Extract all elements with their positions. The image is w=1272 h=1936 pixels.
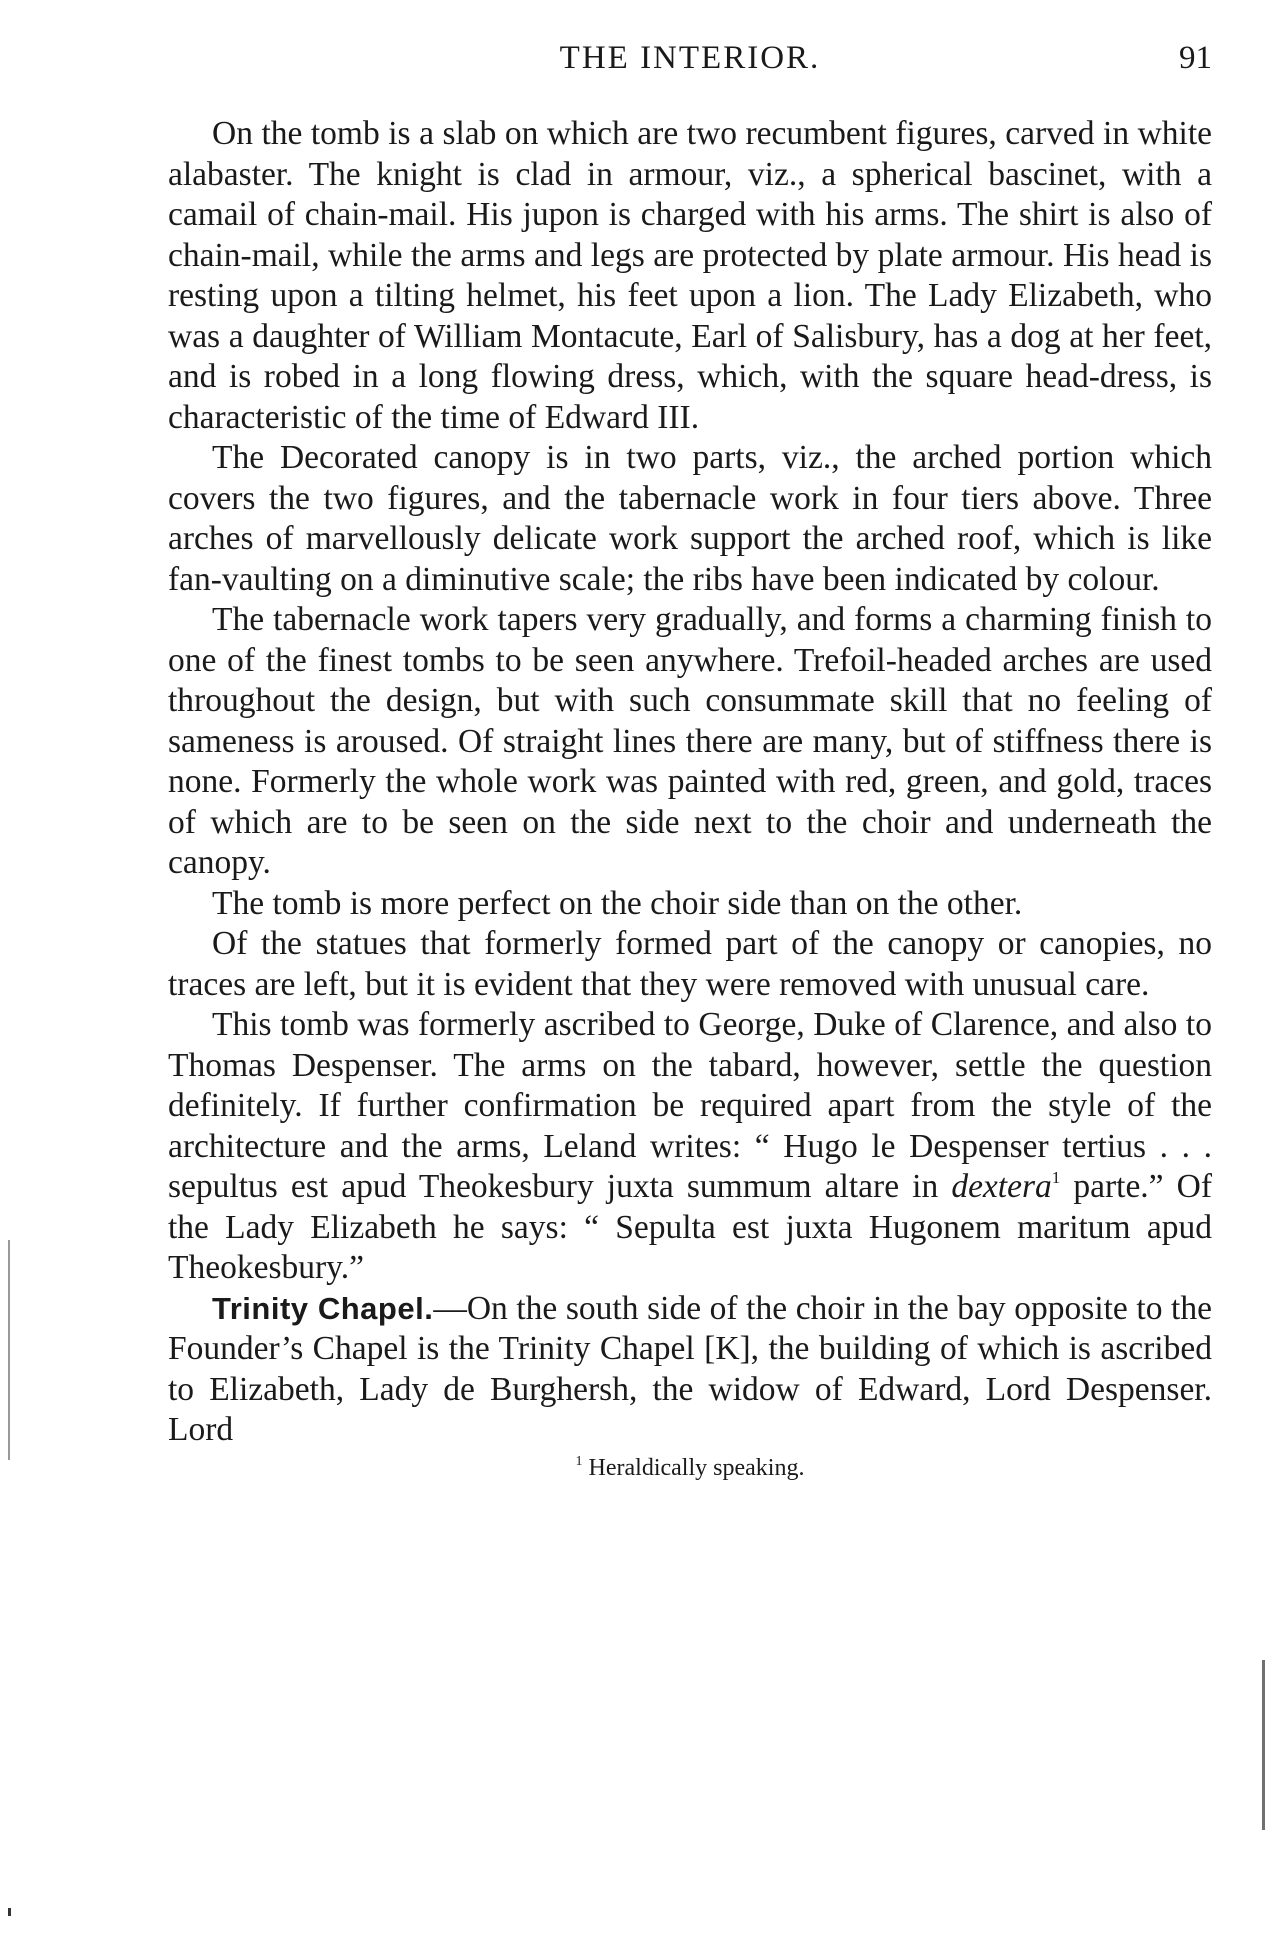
- running-header: [168, 40, 1212, 96]
- leland-text-start: This tomb was formerly ascribed to George, Duke of Clarence, and also to Thomas Despenser. The arms on the tabard, however, settle the question definitely. If further confirmation be required apart from the style of the architecture and the arms, Leland writes: “ Hugo le Despenser tertius . . . sepultus est apud Theokesbury juxta summum altare in: [168, 1006, 1212, 1205]
- italic-word-dextera: dextera: [951, 1168, 1052, 1205]
- leland-text-end: parte.” Of the Lady Elizabeth he says: “ Sepulta est juxta Hugonem maritum apud Theokesbury.”: [168, 1168, 1212, 1286]
- paragraph-leland: [168, 1005, 1212, 1289]
- body-text: [168, 114, 1212, 1451]
- paragraph-trinity-chapel: [168, 1289, 1212, 1451]
- paragraph-tabernacle-work: The tabernacle work tapers very gradually, and forms a charming finish to one of the finest tombs to be seen anywhere. Trefoil-headed arches are used throughout the design, but with such consummate skill that no feeling of sameness is aroused. Of straight lines there are many, but of stiffness there is none. Formerly the whole work was painted with red, green, and gold, traces of which are to be seen on the side next to the choir and underneath the canopy.: [168, 601, 1212, 881]
- paragraph-statues: Of the statues that formerly formed part of the canopy or canopies, no traces are left, but it is evident that they were removed with unusual care.: [168, 925, 1212, 1003]
- footnote-reference: 1: [1051, 1168, 1061, 1187]
- footnote: [168, 1453, 1212, 1483]
- bottom-left-scan-dot: [8, 1908, 11, 1916]
- book-page: [168, 40, 1212, 1483]
- trinity-chapel-text: —On the south side of the choir in the bay opposite to the Founder’s Chapel is the Trinity Chapel [K], the building of which is ascribed to Elizabeth, Lady de Burghersh, the widow of Edward, Lord Despenser. Lord: [168, 1289, 1212, 1448]
- left-margin-scan-mark: [8, 1240, 10, 1460]
- paragraph-tomb-slab: On the tomb is a slab on which are two recumbent figures, carved in white alabaster. The knight is clad in armour, viz., a spherical bascinet, with a camail of chain-mail. His jupon is charged with his arms. The shirt is also of chain-mail, while the arms and legs are protected by plate armour. His head is resting upon a tilting helmet, his feet upon a lion. The Lady Elizabeth, who was a daughter of William Montacute, Earl of Salisbury, has a dog at her feet, and is robed in a long flowing dress, which, with the square head-dress, is characteristic of the time of Edward III.: [168, 115, 1212, 436]
- trinity-chapel-heading: Trinity Chapel.: [212, 1290, 434, 1326]
- footnote-text: Heraldically speaking.: [588, 1454, 805, 1481]
- right-margin-scan-mark: [1262, 1660, 1265, 1830]
- running-title: THE INTERIOR.: [559, 40, 821, 76]
- page-number: 91: [1179, 40, 1212, 76]
- footnote-marker: 1: [575, 1453, 583, 1469]
- paragraph-choir-side: The tomb is more perfect on the choir side than on the other.: [212, 884, 1023, 922]
- paragraph-decorated-canopy: The Decorated canopy is in two parts, viz., the arched portion which covers the two figures, and the tabernacle work in four tiers above. Three arches of marvellously delicate work support the arched roof, which is like fan-vaulting on a diminutive scale; the ribs have been indicated by colour.: [168, 439, 1212, 598]
